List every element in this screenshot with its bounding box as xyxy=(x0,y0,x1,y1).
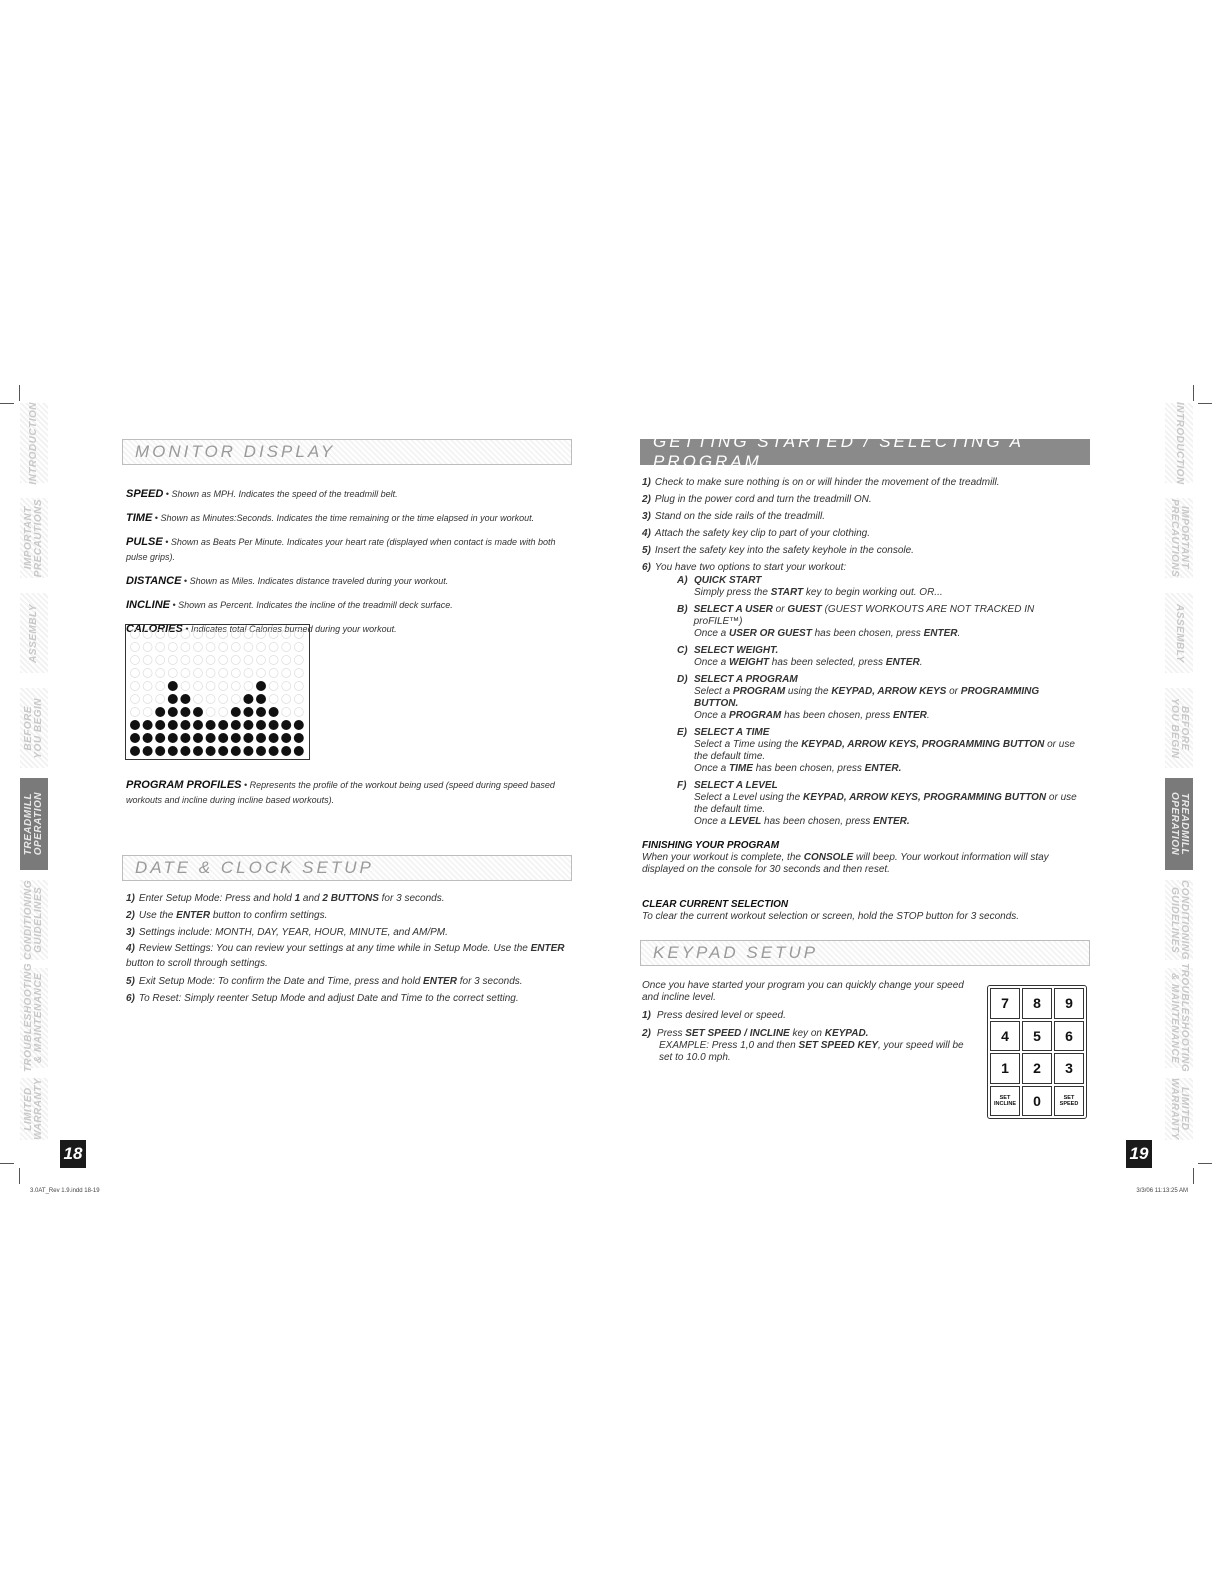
list-item: 1) Enter Setup Mode: Press and hold 1 and 2 BUTTONS for 3 seconds. xyxy=(126,893,445,904)
profile-dot-unlit xyxy=(244,682,253,691)
profile-dot-lit xyxy=(243,733,253,743)
profile-dot-unlit xyxy=(257,630,266,639)
list-item: 3) Settings include: MONTH, DAY, YEAR, HOUR, MINUTE, and AM/PM. xyxy=(126,927,448,938)
crop-mark xyxy=(19,385,20,401)
profile-dot-unlit xyxy=(206,682,215,691)
profile-dot-unlit xyxy=(294,682,303,691)
key-3[interactable]: 3 xyxy=(1054,1053,1084,1084)
list-item: 4) Attach the safety key clip to part of your clothing. xyxy=(642,528,871,539)
crop-mark xyxy=(1198,1163,1212,1164)
profile-dot-unlit xyxy=(131,656,140,665)
profile-dot-lit xyxy=(180,733,190,743)
profile-dot-lit xyxy=(206,733,216,743)
profile-dot-lit xyxy=(180,694,190,704)
profile-dot-unlit xyxy=(181,643,190,652)
profile-dot-lit xyxy=(168,707,178,717)
profile-dot-unlit xyxy=(156,656,165,665)
profile-dot-lit xyxy=(231,720,241,730)
profile-dot-unlit xyxy=(143,695,152,704)
profile-dot-unlit xyxy=(131,669,140,678)
profile-dot-lit xyxy=(294,733,304,743)
side-tab-assembly[interactable]: ASSEMBLY xyxy=(1165,593,1193,673)
profile-dot-lit xyxy=(155,720,165,730)
keypad-setup-header xyxy=(640,940,1090,966)
profile-dot-lit xyxy=(294,720,304,730)
profile-dot-unlit xyxy=(156,682,165,691)
profile-dot-unlit xyxy=(231,682,240,691)
profile-dot-unlit xyxy=(143,682,152,691)
profile-dot-lit xyxy=(294,746,304,756)
profile-dot-unlit xyxy=(282,682,291,691)
profile-dot-unlit xyxy=(131,695,140,704)
key-6[interactable]: 6 xyxy=(1054,1021,1084,1052)
profile-dot-unlit xyxy=(206,656,215,665)
section-title: GETTING STARTED / SELECTING A PROGRAM xyxy=(653,432,1024,471)
profile-dot-unlit xyxy=(168,643,177,652)
profile-dot-lit xyxy=(130,746,140,756)
profile-dot-unlit xyxy=(244,669,253,678)
profile-dot-unlit xyxy=(294,656,303,665)
program-profile-matrix xyxy=(125,624,310,760)
slug-right: 3/3/06 11:13:25 AM xyxy=(1136,1188,1188,1194)
profile-dot-unlit xyxy=(269,682,278,691)
crop-mark xyxy=(1193,1168,1194,1184)
profile-dot-unlit xyxy=(282,656,291,665)
profile-dot-unlit xyxy=(294,630,303,639)
side-tab-troubleshooting[interactable]: TROUBLESHOOTING & MAINTENANCE xyxy=(1165,968,1193,1068)
profile-dot-lit xyxy=(155,733,165,743)
profile-dot-unlit xyxy=(257,656,266,665)
list-item: 6) To Reset: Simply reenter Setup Mode and adjust Date and Time to the correct setting. xyxy=(126,993,519,1004)
side-tab-precautions[interactable]: IMPORTANT PRECAUTIONS xyxy=(20,498,48,578)
profile-dot-unlit xyxy=(294,695,303,704)
profile-dot-unlit xyxy=(282,643,291,652)
profile-dot-lit xyxy=(256,707,266,717)
profile-dot-lit xyxy=(130,733,140,743)
profile-dot-unlit xyxy=(231,656,240,665)
list-item: 3) Stand on the side rails of the treadmill. xyxy=(642,511,825,522)
profile-dot-unlit xyxy=(282,630,291,639)
profile-dot-lit xyxy=(168,694,178,704)
profile-dot-unlit xyxy=(194,682,203,691)
profile-dot-unlit xyxy=(168,656,177,665)
profile-dot-lit xyxy=(256,746,266,756)
definition-program-profiles: PROGRAM PROFILES • Represents the profile of the workout being used (speed during speed based workouts and incline during incline based workouts). xyxy=(126,779,555,805)
key-7[interactable]: 7 xyxy=(990,988,1020,1019)
profile-dot-unlit xyxy=(257,643,266,652)
side-tab-before-you-begin[interactable]: BEFORE YOU BEGIN xyxy=(1165,688,1193,768)
profile-dot-lit xyxy=(143,733,153,743)
profile-dot-unlit xyxy=(181,656,190,665)
definition-pulse: PULSE • Shown as Beats Per Minute. Indicates your heart rate (displayed when contact is made with both pulse grips). xyxy=(126,536,556,562)
profile-dot-unlit xyxy=(194,656,203,665)
side-tab-treadmill-operation[interactable]: TREADMILL OPERATION xyxy=(1165,778,1193,870)
profile-dot-unlit xyxy=(131,708,140,717)
profile-dot-unlit xyxy=(206,630,215,639)
list-item: 5) Exit Setup Mode: To confirm the Date and Time, press and hold ENTER for 3 seconds. xyxy=(126,976,523,987)
section-title: DATE & CLOCK SETUP xyxy=(135,858,374,877)
profile-dot-unlit xyxy=(194,669,203,678)
profile-dot-unlit xyxy=(156,630,165,639)
getting-started-steps xyxy=(642,474,1092,576)
profile-dot-unlit xyxy=(294,669,303,678)
profile-dot-unlit xyxy=(194,695,203,704)
profile-dot-unlit xyxy=(206,708,215,717)
profile-dot-unlit xyxy=(194,643,203,652)
profile-dot-unlit xyxy=(219,669,228,678)
option-select-program: D) SELECT A PROGRAM Select a PROGRAM using the KEYPAD, ARROW KEYS or PROGRAMMING BUTTON. Once a PROGRAM has been chosen, press ENTER. xyxy=(677,674,1040,721)
side-tab-introduction[interactable]: INTRODUCTION xyxy=(20,403,48,483)
profile-dot-unlit xyxy=(219,695,228,704)
profile-dot-unlit xyxy=(168,669,177,678)
crop-mark xyxy=(1193,385,1194,401)
profile-dot-unlit xyxy=(269,643,278,652)
finishing-program: FINISHING YOUR PROGRAM When your workout is complete, the CONSOLE will beep. Your workout information will stay displayed on the console for 30 seconds and then reset. xyxy=(642,840,1049,875)
profile-dot-lit xyxy=(269,746,279,756)
profile-dot-lit xyxy=(243,720,253,730)
side-tab-conditioning[interactable]: CONDITIONING GUIDELINES xyxy=(20,880,48,960)
profile-dot-lit xyxy=(180,746,190,756)
profile-dot-unlit xyxy=(244,643,253,652)
option-select-time: E) SELECT A TIME Select a Time using the KEYPAD, ARROW KEYS, PROGRAMMING BUTTON or use the default time. Once a TIME has been chosen, press ENTER. xyxy=(677,727,1075,774)
profile-dot-unlit xyxy=(206,643,215,652)
profile-dot-lit xyxy=(256,694,266,704)
list-item: 4) Review Settings: You can review your settings at any time while in Setup Mode. Use the ENTER button to scroll through settings. xyxy=(126,943,565,969)
list-item: 2) Plug in the power cord and turn the treadmill ON. xyxy=(642,494,872,505)
profile-dot-lit xyxy=(256,720,266,730)
program-profile-dots xyxy=(126,625,309,759)
profile-dot-lit xyxy=(168,681,178,691)
profile-dot-lit xyxy=(269,707,279,717)
profile-dot-unlit xyxy=(269,669,278,678)
profile-dot-unlit xyxy=(269,656,278,665)
crop-mark xyxy=(0,403,14,404)
keypad-setup-text: Once you have started your program you can quickly change your speed and incline level. 1) Press desired level or speed. 2) Press SET SPEED / INCLINE key on KEYPAD. EXAMPLE: Press 1,0 and then SET SPEED KEY, your speed will be set to 10.0 mph. xyxy=(642,980,964,1063)
key-9[interactable]: 9 xyxy=(1054,988,1084,1019)
definition-speed: SPEED • Shown as MPH. Indicates the speed of the treadmill belt. xyxy=(126,488,398,500)
profile-dot-unlit xyxy=(294,643,303,652)
set-speed-key[interactable]: SET SPEED xyxy=(1054,1086,1084,1117)
profile-dot-unlit xyxy=(219,630,228,639)
profile-dot-unlit xyxy=(231,643,240,652)
profile-dot-lit xyxy=(155,707,165,717)
option-quick-start: A) QUICK START Simply press the START key to begin working out. OR... xyxy=(677,575,943,598)
side-tab-introduction[interactable]: INTRODUCTION xyxy=(1165,403,1193,483)
profile-dot-unlit xyxy=(143,669,152,678)
profile-dot-unlit xyxy=(156,695,165,704)
section-title: MONITOR DISPLAY xyxy=(135,442,336,461)
profile-dot-lit xyxy=(256,681,266,691)
profile-dot-lit xyxy=(130,720,140,730)
crop-mark xyxy=(19,1168,20,1184)
profile-dot-lit xyxy=(193,707,203,717)
profile-dot-lit xyxy=(218,746,228,756)
profile-dot-lit xyxy=(218,720,228,730)
profile-dot-lit xyxy=(281,746,291,756)
list-item: 5) Insert the safety key into the safety keyhole in the console. xyxy=(642,545,914,556)
profile-dot-lit xyxy=(231,746,241,756)
key-5[interactable]: 5 xyxy=(1022,1021,1052,1052)
profile-dot-unlit xyxy=(206,695,215,704)
key-0[interactable]: 0 xyxy=(1022,1086,1052,1117)
profile-dot-unlit xyxy=(219,708,228,717)
profile-dot-lit xyxy=(180,707,190,717)
profile-dot-lit xyxy=(168,720,178,730)
monitor-display-header xyxy=(122,439,572,465)
profile-dot-unlit xyxy=(231,630,240,639)
profile-dot-lit xyxy=(231,733,241,743)
key-8[interactable]: 8 xyxy=(1022,988,1052,1019)
profile-dot-unlit xyxy=(219,656,228,665)
keypad xyxy=(987,985,1087,1119)
profile-dot-lit xyxy=(243,707,253,717)
monitor-display-definitions xyxy=(126,486,566,645)
profile-dot-lit xyxy=(168,733,178,743)
profile-dot-unlit xyxy=(282,695,291,704)
profile-dot-unlit xyxy=(168,630,177,639)
workout-options xyxy=(677,575,1077,833)
definition-calories: CALORIES • Indicates total Calories burned during your workout. xyxy=(126,623,397,635)
profile-dot-lit xyxy=(231,707,241,717)
profile-dot-lit xyxy=(193,746,203,756)
side-tab-troubleshooting[interactable]: TROUBLESHOOTING & MAINTENANCE xyxy=(20,968,48,1068)
side-tab-treadmill-operation[interactable]: TREADMILL OPERATION xyxy=(20,778,48,870)
option-select-level: F) SELECT A LEVEL Select a Level using the KEYPAD, ARROW KEYS, PROGRAMMING BUTTON or use the default time. Once a LEVEL has been chosen, press ENTER. xyxy=(677,780,1077,827)
profile-dot-unlit xyxy=(244,656,253,665)
side-tab-conditioning[interactable]: CONDITIONING GUIDELINES xyxy=(1165,880,1193,960)
side-tab-before-you-begin[interactable]: BEFORE YOU BEGIN xyxy=(20,688,48,768)
profile-dot-unlit xyxy=(143,643,152,652)
profile-dot-lit xyxy=(269,720,279,730)
profile-dot-unlit xyxy=(231,695,240,704)
option-select-user: B) SELECT A USER or GUEST (GUEST WORKOUTS ARE NOT TRACKED IN proFILE™) Once a USER OR GUEST has been chosen, press ENTER. xyxy=(677,604,1035,639)
profile-dot-lit xyxy=(269,733,279,743)
profile-dot-lit xyxy=(168,746,178,756)
profile-dot-unlit xyxy=(156,643,165,652)
profile-dot-lit xyxy=(281,733,291,743)
profile-dot-lit xyxy=(193,733,203,743)
key-2[interactable]: 2 xyxy=(1022,1053,1052,1084)
set-incline-key[interactable]: SET INCLINE xyxy=(990,1086,1020,1117)
crop-mark xyxy=(0,1163,14,1164)
profile-dot-lit xyxy=(143,720,153,730)
profile-dot-lit xyxy=(243,746,253,756)
profile-dot-lit xyxy=(206,720,216,730)
crop-mark xyxy=(1198,403,1212,404)
profile-dot-unlit xyxy=(181,682,190,691)
side-tab-precautions[interactable]: IMPORTANT PRECAUTIONS xyxy=(1165,498,1193,578)
profile-dot-unlit xyxy=(231,669,240,678)
profile-dot-unlit xyxy=(219,682,228,691)
profile-dot-unlit xyxy=(181,669,190,678)
profile-dot-unlit xyxy=(206,669,215,678)
list-item: 1) Check to make sure nothing is on or will hinder the movement of the treadmill. xyxy=(642,477,1000,488)
profile-dot-unlit xyxy=(131,630,140,639)
profile-dot-unlit xyxy=(269,695,278,704)
profile-dot-unlit xyxy=(219,643,228,652)
clear-current-selection: CLEAR CURRENT SELECTION To clear the current workout selection or screen, hold the STOP button for 3 seconds. xyxy=(642,899,1020,922)
key-1[interactable]: 1 xyxy=(990,1053,1020,1084)
profile-dot-unlit xyxy=(156,669,165,678)
profile-dot-lit xyxy=(218,733,228,743)
definition-incline: INCLINE • Shown as Percent. Indicates the incline of the treadmill deck surface. xyxy=(126,599,453,611)
list-item: 2) Use the ENTER button to confirm settings. xyxy=(126,910,328,921)
date-clock-steps xyxy=(126,890,576,1007)
getting-started-header xyxy=(640,432,1090,471)
side-tab-assembly[interactable]: ASSEMBLY xyxy=(20,593,48,673)
profile-dot-lit xyxy=(180,720,190,730)
profile-dot-unlit xyxy=(194,630,203,639)
profile-dot-unlit xyxy=(143,708,152,717)
profile-dot-unlit xyxy=(269,630,278,639)
key-4[interactable]: 4 xyxy=(990,1021,1020,1052)
profile-dot-unlit xyxy=(143,656,152,665)
profile-dot-unlit xyxy=(282,708,291,717)
page-number-left: 18 xyxy=(60,1140,86,1168)
profile-dot-unlit xyxy=(181,630,190,639)
section-title: KEYPAD SETUP xyxy=(653,943,819,962)
profile-dot-lit xyxy=(143,746,153,756)
profile-dot-lit xyxy=(256,733,266,743)
list-item: 6) You have two options to start your workout: xyxy=(642,562,847,573)
profile-dot-lit xyxy=(243,694,253,704)
profile-dot-unlit xyxy=(282,669,291,678)
profile-dot-unlit xyxy=(131,682,140,691)
profile-dot-unlit xyxy=(244,630,253,639)
profile-dot-lit xyxy=(206,746,216,756)
side-tab-warranty[interactable]: LIMITED WARRANTY xyxy=(20,1078,48,1140)
profile-dot-unlit xyxy=(131,643,140,652)
slug-left: 3.0AT_Rev 1.9.indd 18-19 xyxy=(30,1188,100,1194)
page-number-right: 19 xyxy=(1126,1140,1152,1168)
profile-dot-unlit xyxy=(143,630,152,639)
date-clock-header xyxy=(122,855,572,881)
profile-dot-lit xyxy=(155,746,165,756)
side-tab-warranty[interactable]: LIMITED WARRANTY xyxy=(1165,1078,1193,1140)
option-select-weight: C) SELECT WEIGHT. Once a WEIGHT has been selected, press ENTER. xyxy=(677,645,923,668)
profile-dot-lit xyxy=(193,720,203,730)
definition-time: TIME • Shown as Minutes:Seconds. Indicates the time remaining or the time elapsed in your workout. xyxy=(126,512,535,524)
profile-dot-unlit xyxy=(294,708,303,717)
profile-dot-unlit xyxy=(257,669,266,678)
definition-distance: DISTANCE • Shown as Miles. Indicates distance traveled during your workout. xyxy=(126,575,449,587)
profile-dot-lit xyxy=(281,720,291,730)
